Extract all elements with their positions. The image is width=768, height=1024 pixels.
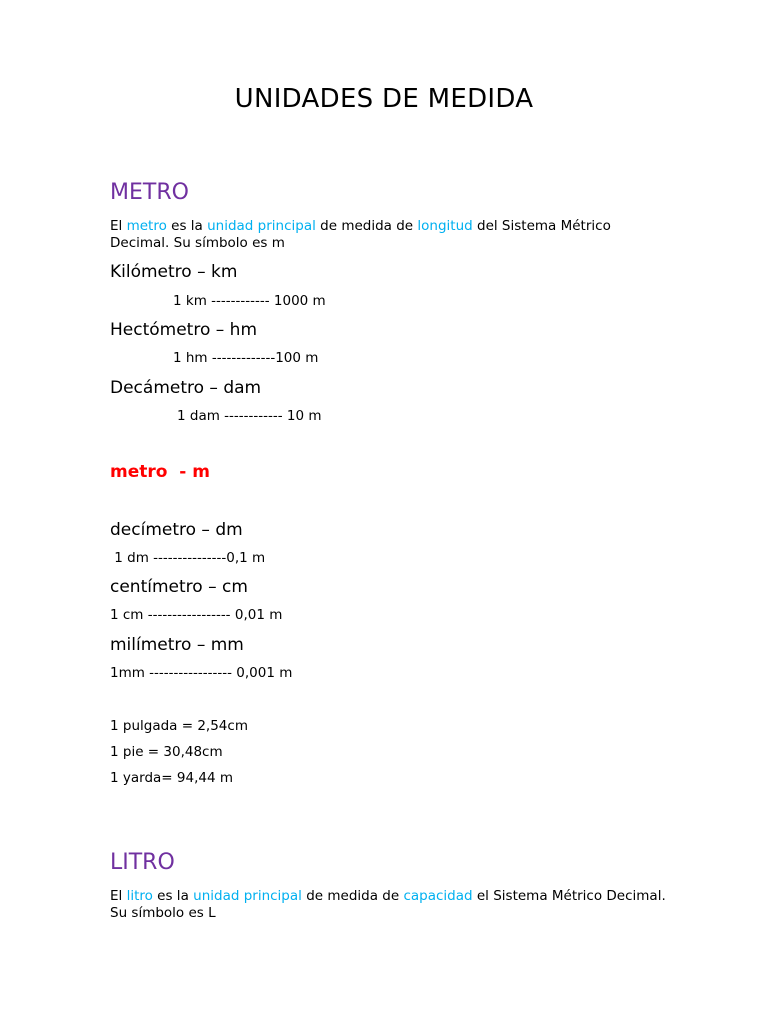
litro-intro-text-1: El <box>110 888 127 904</box>
litro-intro <box>110 888 670 922</box>
unit-decimetro: decímetro – dm <box>110 520 243 540</box>
conversion-hectometro: 1 hm -------------100 m <box>173 350 319 366</box>
conversion-kilometro: 1 km ------------ 1000 m <box>173 293 326 309</box>
metro-intro-term-unidad-principal: unidad principal <box>207 218 316 234</box>
litro-heading: LITRO <box>110 850 175 875</box>
litro-intro-text-3: de medida de <box>301 888 404 904</box>
metro-intro-text-1: El <box>110 218 127 234</box>
metro-intro-text-3: de medida de <box>315 218 418 234</box>
metro-intro-term-longitud: longitud <box>417 218 473 234</box>
litro-intro-term-capacidad: capacidad <box>403 888 473 904</box>
equivalence-pie: 1 pie = 30,48cm <box>110 744 223 760</box>
litro-intro-term-litro: litro <box>126 888 153 904</box>
litro-intro-text-4: el Sistema Métrico Decimal. Su símbolo es L <box>110 888 666 921</box>
unit-centimetro: centímetro – cm <box>110 577 248 597</box>
unit-milimetro: milímetro – mm <box>110 635 244 655</box>
unit-hectometro: Hectómetro – hm <box>110 320 257 340</box>
metro-intro-text-4: del Sistema Métrico Decimal. Su símbolo es m <box>110 218 611 251</box>
conversion-milimetro: 1mm ----------------- 0,001 m <box>110 665 293 681</box>
metro-intro <box>110 218 670 252</box>
conversion-centimetro: 1 cm ----------------- 0,01 m <box>110 607 283 623</box>
unit-decametro: Decámetro – dam <box>110 378 262 398</box>
litro-intro-text-2: es la <box>152 888 194 904</box>
conversion-decametro: 1 dam ------------ 10 m <box>177 408 322 424</box>
page-title: UNIDADES DE MEDIDA <box>234 84 534 114</box>
metro-heading: METRO <box>110 180 189 205</box>
conversion-decimetro: 1 dm ---------------0,1 m <box>110 550 266 566</box>
metro-intro-text-2: es la <box>166 218 208 234</box>
litro-intro-term-unidad-principal: unidad principal <box>193 888 302 904</box>
metro-intro-term-metro: metro <box>126 218 167 234</box>
equivalence-yarda: 1 yarda= 94,44 m <box>110 770 233 786</box>
equivalence-pulgada: 1 pulgada = 2,54cm <box>110 718 248 734</box>
base-unit-metro: metro - m <box>110 462 210 482</box>
unit-kilometro: Kilómetro – km <box>110 262 238 282</box>
